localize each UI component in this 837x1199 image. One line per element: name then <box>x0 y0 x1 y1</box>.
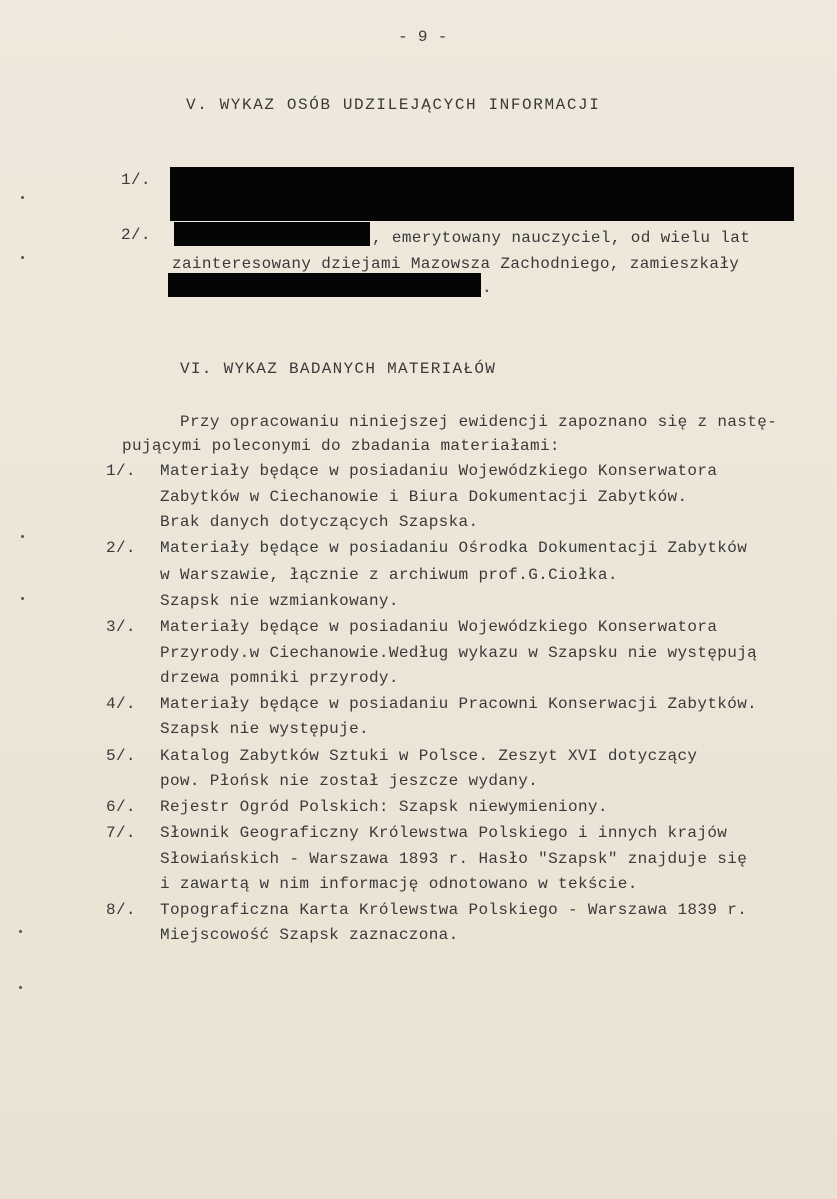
item-5-line-1: Katalog Zabytków Sztuki w Polsce. Zeszyt XVI dotyczący <box>160 747 698 765</box>
entry-2-text-line-2: zainteresowany dziejami Mazowsza Zachodniego, zamieszkały <box>172 255 740 273</box>
punch-mark <box>21 535 24 538</box>
item-2-line-2: w Warszawie, łącznie z archiwum prof.G.Ciołka. <box>160 566 618 584</box>
item-8-number: 8/. <box>106 901 136 919</box>
item-7-line-1: Słownik Geograficzny Królewstwa Polskiego i innych krajów <box>160 824 728 842</box>
entry-1-number: 1/. <box>121 171 151 189</box>
item-4-line-1: Materiały będące w posiadaniu Pracowni Konserwacji Zabytków. <box>160 695 758 713</box>
intro-line-1: Przy opracowaniu niniejszej ewidencji zapoznano się z nastę- <box>180 413 778 431</box>
item-3-number: 3/. <box>106 618 136 636</box>
item-3-line-3: drzewa pomniki przyrody. <box>160 669 399 687</box>
item-2-line-3: Szapsk nie wzmiankowany. <box>160 592 399 610</box>
item-3-line-1: Materiały będące w posiadaniu Wojewódzkiego Konserwatora <box>160 618 718 636</box>
punch-mark <box>19 986 22 989</box>
item-7-line-2: Słowiańskich - Warszawa 1893 r. Hasło "Szapsk" znajduje się <box>160 850 748 868</box>
redaction-block <box>170 167 794 221</box>
item-6-number: 6/. <box>106 798 136 816</box>
punch-mark <box>21 256 24 259</box>
punch-mark <box>19 930 22 933</box>
item-1-line-1: Materiały będące w posiadaniu Wojewódzkiego Konserwatora <box>160 462 718 480</box>
item-1-number: 1/. <box>106 462 136 480</box>
item-5-number: 5/. <box>106 747 136 765</box>
item-5-line-2: pow. Płońsk nie został jeszcze wydany. <box>160 772 539 790</box>
item-7-line-3: i zawartą w nim informację odnotowano w tekście. <box>160 875 638 893</box>
item-2-line-1: Materiały będące w posiadaniu Ośrodka Dokumentacji Zabytków <box>160 539 748 557</box>
item-4-line-2: Szapsk nie występuje. <box>160 720 369 738</box>
entry-2-number: 2/. <box>121 226 151 244</box>
item-8-line-2: Miejscowość Szapsk zaznaczona. <box>160 926 459 944</box>
redaction-block <box>174 222 370 246</box>
item-3-line-2: Przyrody.w Ciechanowie.Według wykazu w Szapsku nie występują <box>160 644 758 662</box>
redaction-block <box>168 273 481 297</box>
intro-line-2: pującymi poleconymi do zbadania materiałami: <box>122 437 560 455</box>
item-1-line-3: Brak danych dotyczących Szapska. <box>160 513 479 531</box>
item-4-number: 4/. <box>106 695 136 713</box>
page-number: - 9 - <box>398 28 448 46</box>
item-6-line-1: Rejestr Ogród Polskich: Szapsk niewymieniony. <box>160 798 608 816</box>
section-6-heading: VI. WYKAZ BADANYCH MATERIAŁÓW <box>180 360 497 378</box>
item-1-line-2: Zabytków w Ciechanowie i Biura Dokumentacji Zabytków. <box>160 488 688 506</box>
section-5-heading: V. WYKAZ OSÓB UDZILEJĄCYCH INFORMACJI <box>186 96 601 114</box>
entry-2-text-end: . <box>482 279 492 297</box>
item-7-number: 7/. <box>106 824 136 842</box>
entry-2-text-line-1: , emerytowany nauczyciel, od wielu lat <box>372 229 751 247</box>
item-8-line-1: Topograficzna Karta Królewstwa Polskiego - Warszawa 1839 r. <box>160 901 748 919</box>
punch-mark <box>21 196 24 199</box>
punch-mark <box>21 597 24 600</box>
item-2-number: 2/. <box>106 539 136 557</box>
